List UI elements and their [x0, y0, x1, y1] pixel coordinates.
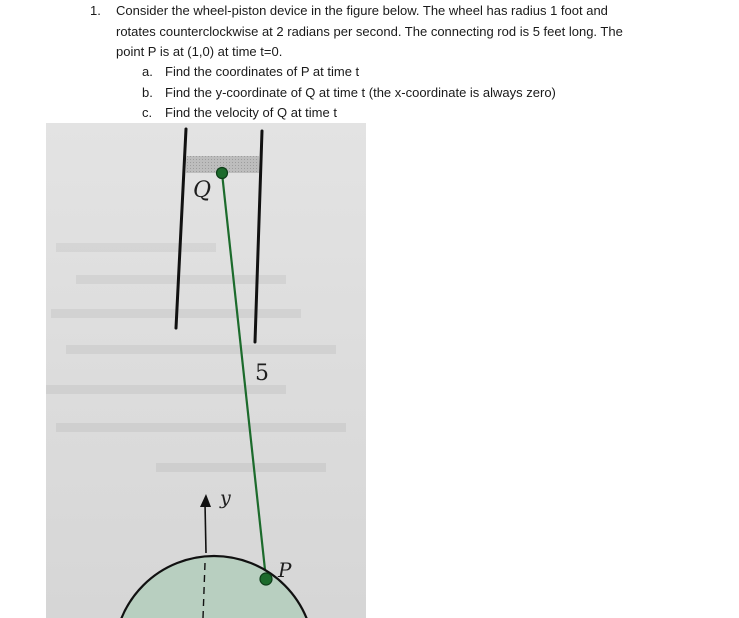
problem-text [116, 1, 676, 63]
wheel-piston-figure [46, 123, 366, 618]
sub-question-b [142, 83, 642, 104]
sub-question-letter: a. [142, 64, 153, 79]
point-p [260, 573, 272, 585]
wheel-piston-diagram [46, 123, 366, 618]
label-rod-length: 5 [255, 361, 269, 386]
problem-line: point P is at (1,0) at time t=0. [116, 44, 283, 59]
sub-question-text: Find the velocity of Q at time t [165, 105, 337, 120]
sub-question-list [142, 62, 642, 124]
problem-line: rotates counterclockwise at 2 radians per second. The connecting rod is 5 feet long. The [116, 23, 623, 39]
sub-question-letter: c. [142, 105, 153, 120]
label-p: P [278, 558, 292, 582]
y-axis-line [205, 503, 206, 553]
sub-question-text: Find the y-coordinate of Q at time t (the x-coordinate is always zero) [165, 84, 556, 100]
sub-question-c [142, 103, 642, 124]
label-q: Q [193, 178, 212, 203]
point-q [217, 168, 228, 179]
problem-line: Consider the wheel-piston device in the figure below. The wheel has radius 1 foot and [116, 3, 608, 18]
sub-question-a [142, 62, 642, 83]
problem-number: 1. [90, 3, 101, 18]
sub-question-letter: b. [142, 84, 153, 100]
label-y-axis: y [220, 487, 231, 509]
sub-question-text: Find the coordinates of P at time t [165, 64, 360, 79]
